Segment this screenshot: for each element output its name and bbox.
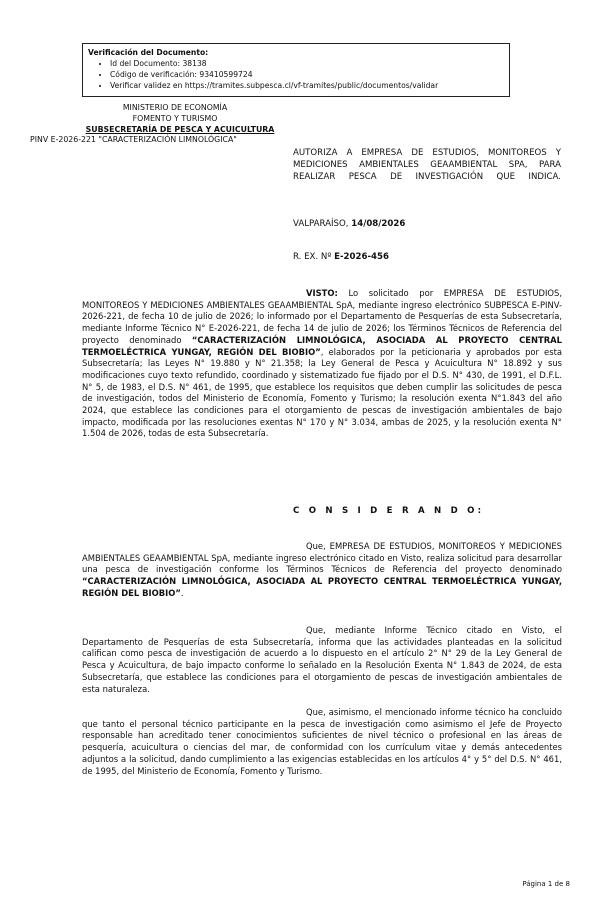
rex-label: R. EX. Nº (293, 252, 332, 262)
considerando-heading: C O N S I D E R A N D O: (293, 506, 485, 516)
considerando-1-text: Que, EMPRESA DE ESTUDIOS, MONITOREOS Y MEDICIONES AMBIENTALES GEAAMBIENTAL SpA, mediante ingreso electrónico citado en Visto, realiza solicitud para desarrollar una pesca de investigación conforme los Términos Técnicos de Referencia del proyecto denominado (82, 541, 562, 575)
verification-url[interactable]: • Verificar validez en https://tramites.subpesca.cl/vf-tramites/public/documentos/validar (110, 80, 509, 91)
verification-box (82, 43, 510, 97)
verification-code: • Código de verificación: 93410599724 (110, 69, 509, 80)
considerando-1-project: “CARACTERIZACIÓN LIMNOLÓGICA, ASOCIADA AL PROYECTO CENTRAL TERMOELÉCTRICA YUNGAY, REGIÓN DEL BIOBIO” (82, 576, 562, 598)
page-number: Página 1 de 8 (522, 880, 570, 888)
date-value: 14/08/2026 (351, 219, 406, 229)
subsecretaria-name: SUBSECRETARÍA DE PESCA Y ACUICULTURA (85, 125, 275, 134)
considerando-paragraph-1 (82, 541, 562, 600)
considerando-1-end: . (180, 587, 184, 598)
visto-project: “CARACTERIZACIÓN LIMNOLÓGICA, ASOCIADA AL PROYECTO CENTRAL TERMOELÉCTRICA YUNGAY, REGIÓN DEL BIOBIO” (82, 334, 562, 357)
resolution-number (293, 252, 389, 262)
visto-text-1: Lo solicitado por EMPRESA DE ESTUDIOS, MONITOREOS Y MEDICIONES AMBIENTALES GEAAMBIENTAL SpA, mediante ingreso electrónico SUBPESCA E-PINV-2026-221, de fecha 10 de julio de 2026; lo informado por el Departamento de Pesquerías de esta Subsecretaría, mediante Informe Técnico N° E-2026-221, de fecha 14 de julio de 2026; los Términos Técnicos de Referencia del proyecto denominado (82, 288, 562, 345)
resolution-title: AUTORIZA A EMPRESA DE ESTUDIOS, MONITOREOS Y MEDICIONES AMBIENTALES GEAAMBIENTAL SPA, PARA REALIZAR PESCA DE INVESTIGACIÓN QUE INDICA. (293, 148, 561, 182)
pinv-reference: PINV E-2026-221 "CARACTERIZACIÓN LIMNOLÓGICA" (30, 135, 237, 144)
ministry-name-2: FOMENTO Y TURISMO (132, 114, 218, 123)
verification-list (88, 58, 509, 91)
resolution-date (293, 219, 405, 229)
document-id: • Id del Documento: 38138 (110, 58, 509, 69)
visto-paragraph (82, 288, 562, 440)
ministry-name: MINISTERIO DE ECONOMÍA (122, 103, 228, 112)
verification-title: Verificación del Documento: (88, 48, 209, 57)
considerando-paragraph-3: Que, asimismo, el mencionado informe técnico ha concluido que tanto el personal técnico participante en la pesca de investigación como asimismo el Jefe de Proyecto responsable han acreditado tener conocimientos suficientes de nivel técnico o profesional en las áreas de pesquería, acuicultura o ciencias del mar, de conformidad con los currículum vitae y demás antecedentes adjuntos a la solicitud, dando cumplimiento a las exigencias establecidas en los artículos 4° y 5° del D.S. N° 461, de 1995, del Ministerio de Economía, Fomento y Turismo. (82, 707, 562, 776)
considerando-paragraph-2: Que, mediante Informe Técnico citado en Visto, el Departamento de Pesquerías de esta Subsecretaría, informa que las actividades planteadas en la solicitud califican como pesca de investigación de acuerdo a lo dispuesto en el artículo 2° N° 29 de la Ley General de Pesca y Acuicultura, de bajo impacto conforme lo señalado en la Resolución Exenta N° 1.843 de 2024, de esta Subsecretaría, que establece las condiciones para el otorgamiento de pescas de investigación ambientales de esta naturaleza. (82, 625, 562, 694)
date-label: VALPARAÍSO, (293, 219, 349, 229)
rex-value: E-2026-456 (334, 252, 389, 262)
visto-text-2: , elaborados por la peticionaria y aprobados por esta Subsecretaría; las Leyes N° 19.880 y N° 21.358; la Ley General de Pesca y Acuicultura N° 18.892 y sus modificaciones cuyo texto refundido, coordinado y sistematizado fue fijado por el D.S. N° 430, de 1991, el D.F.L. N° 5, de 1983, el D.S. N° 461, de 1995, que establece los requisitos que deben cumplir las solicitudes de pesca de investigación, todos del Ministerio de Economía, Fomento y Turismo; la resolución exenta N°1.843 del año 2024, que establece las condiciones para el otorgamiento de pescas de investigación ambientales de bajo impacto, modificada por las resoluciones exentas N° 170 y N° 3.034, ambas de 2025, y la resolución exenta N° 1.504 de 2026, todas de esta Subsecretaría. (82, 346, 562, 439)
visto-label: VISTO: (306, 288, 338, 298)
